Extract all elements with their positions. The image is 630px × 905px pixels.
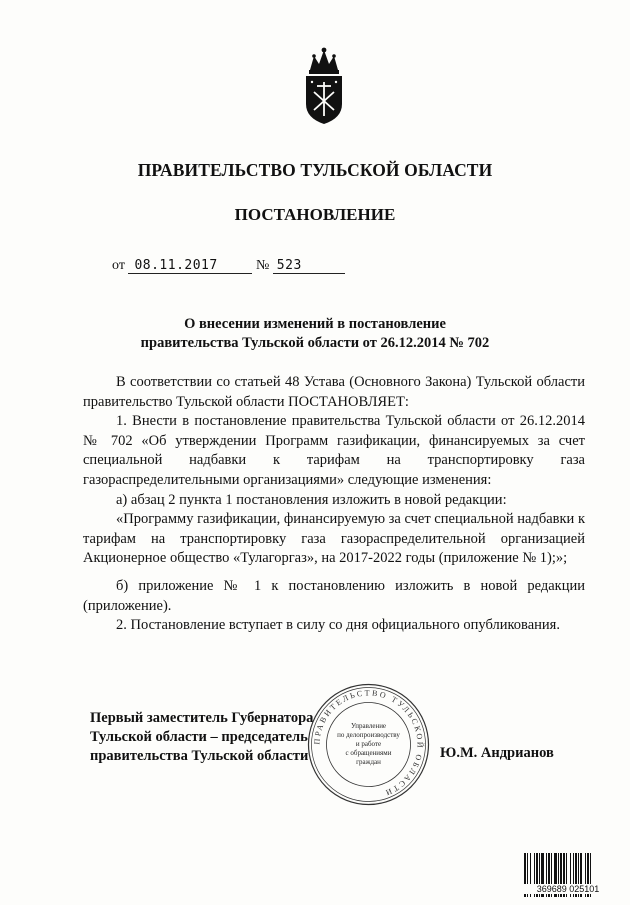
paragraph: б) приложение № 1 к постановлению изложить в новой редакции (приложение). [83,577,585,614]
organization-title: ПРАВИТЕЛЬСТВО ТУЛЬСКОЙ ОБЛАСТИ [137,160,493,180]
paragraph: 2. Постановление вступает в силу со дня официального опубликования. [116,617,560,634]
subject-line: правительства Тульской области от 26.12.2014 № 702 [140,335,490,351]
document-subject [0,315,630,353]
number-label: № [255,258,270,273]
stamp-line: с обращениями [345,749,392,757]
stamp-ring-text: ПРАВИТЕЛЬСТВО ТУЛЬСКОЙ ОБЛАСТИ [312,688,425,798]
document-body [83,373,585,636]
official-stamp [306,682,431,807]
signatory-title-line: Первый заместитель Губернатора [90,710,314,726]
signatory-name: Ю.М. Андрианов [440,745,554,761]
signatory-title-line: Тульской области – председатель [90,729,308,745]
paragraph: В соответствии со статьей 48 Устава (Основного Закона) Тульской области правительство Тульской области ПОСТАНОВЛЯЕТ: [83,374,585,410]
paragraph: «Программу газификации, финансируемую за счет специальной надбавки к тарифам на транспортировку газа газораспределительной организацией Акционерное общество «Тулагоргаз», на 2017-2022 годы (приложение № 1);»; [83,511,585,567]
stamp-line: и работе [355,740,382,748]
dateline [112,258,345,274]
stamp-line: граждан [356,758,381,766]
paragraph: 1. Внести в постановление правительства Тульской области от 26.12.2014 № 702 «Об утверждении Программ газификации, финансируемых за счет специальной надбавки к тарифам на транспортировку газа газораспределительными организациями» следующие изменения: [83,413,585,488]
document-type: ПОСТАНОВЛЕНИЕ [234,205,396,224]
document-number: 523 [273,258,345,274]
subject-line: О внесении изменений в постановление [184,316,446,332]
barcode-number: 369689 025101 [523,884,613,894]
signatory-title-line: правительства Тульской области [90,748,309,764]
date-label: от [112,258,125,273]
paragraph: а) абзац 2 пункта 1 постановления изложить в новой редакции: [116,491,507,508]
stamp-line: Управление [350,722,387,730]
signatory-title [90,709,313,766]
tula-coat-of-arms-icon [300,46,348,126]
document-date: 08.11.2017 [128,258,252,274]
stamp-line: по делопроизводству [337,731,400,739]
